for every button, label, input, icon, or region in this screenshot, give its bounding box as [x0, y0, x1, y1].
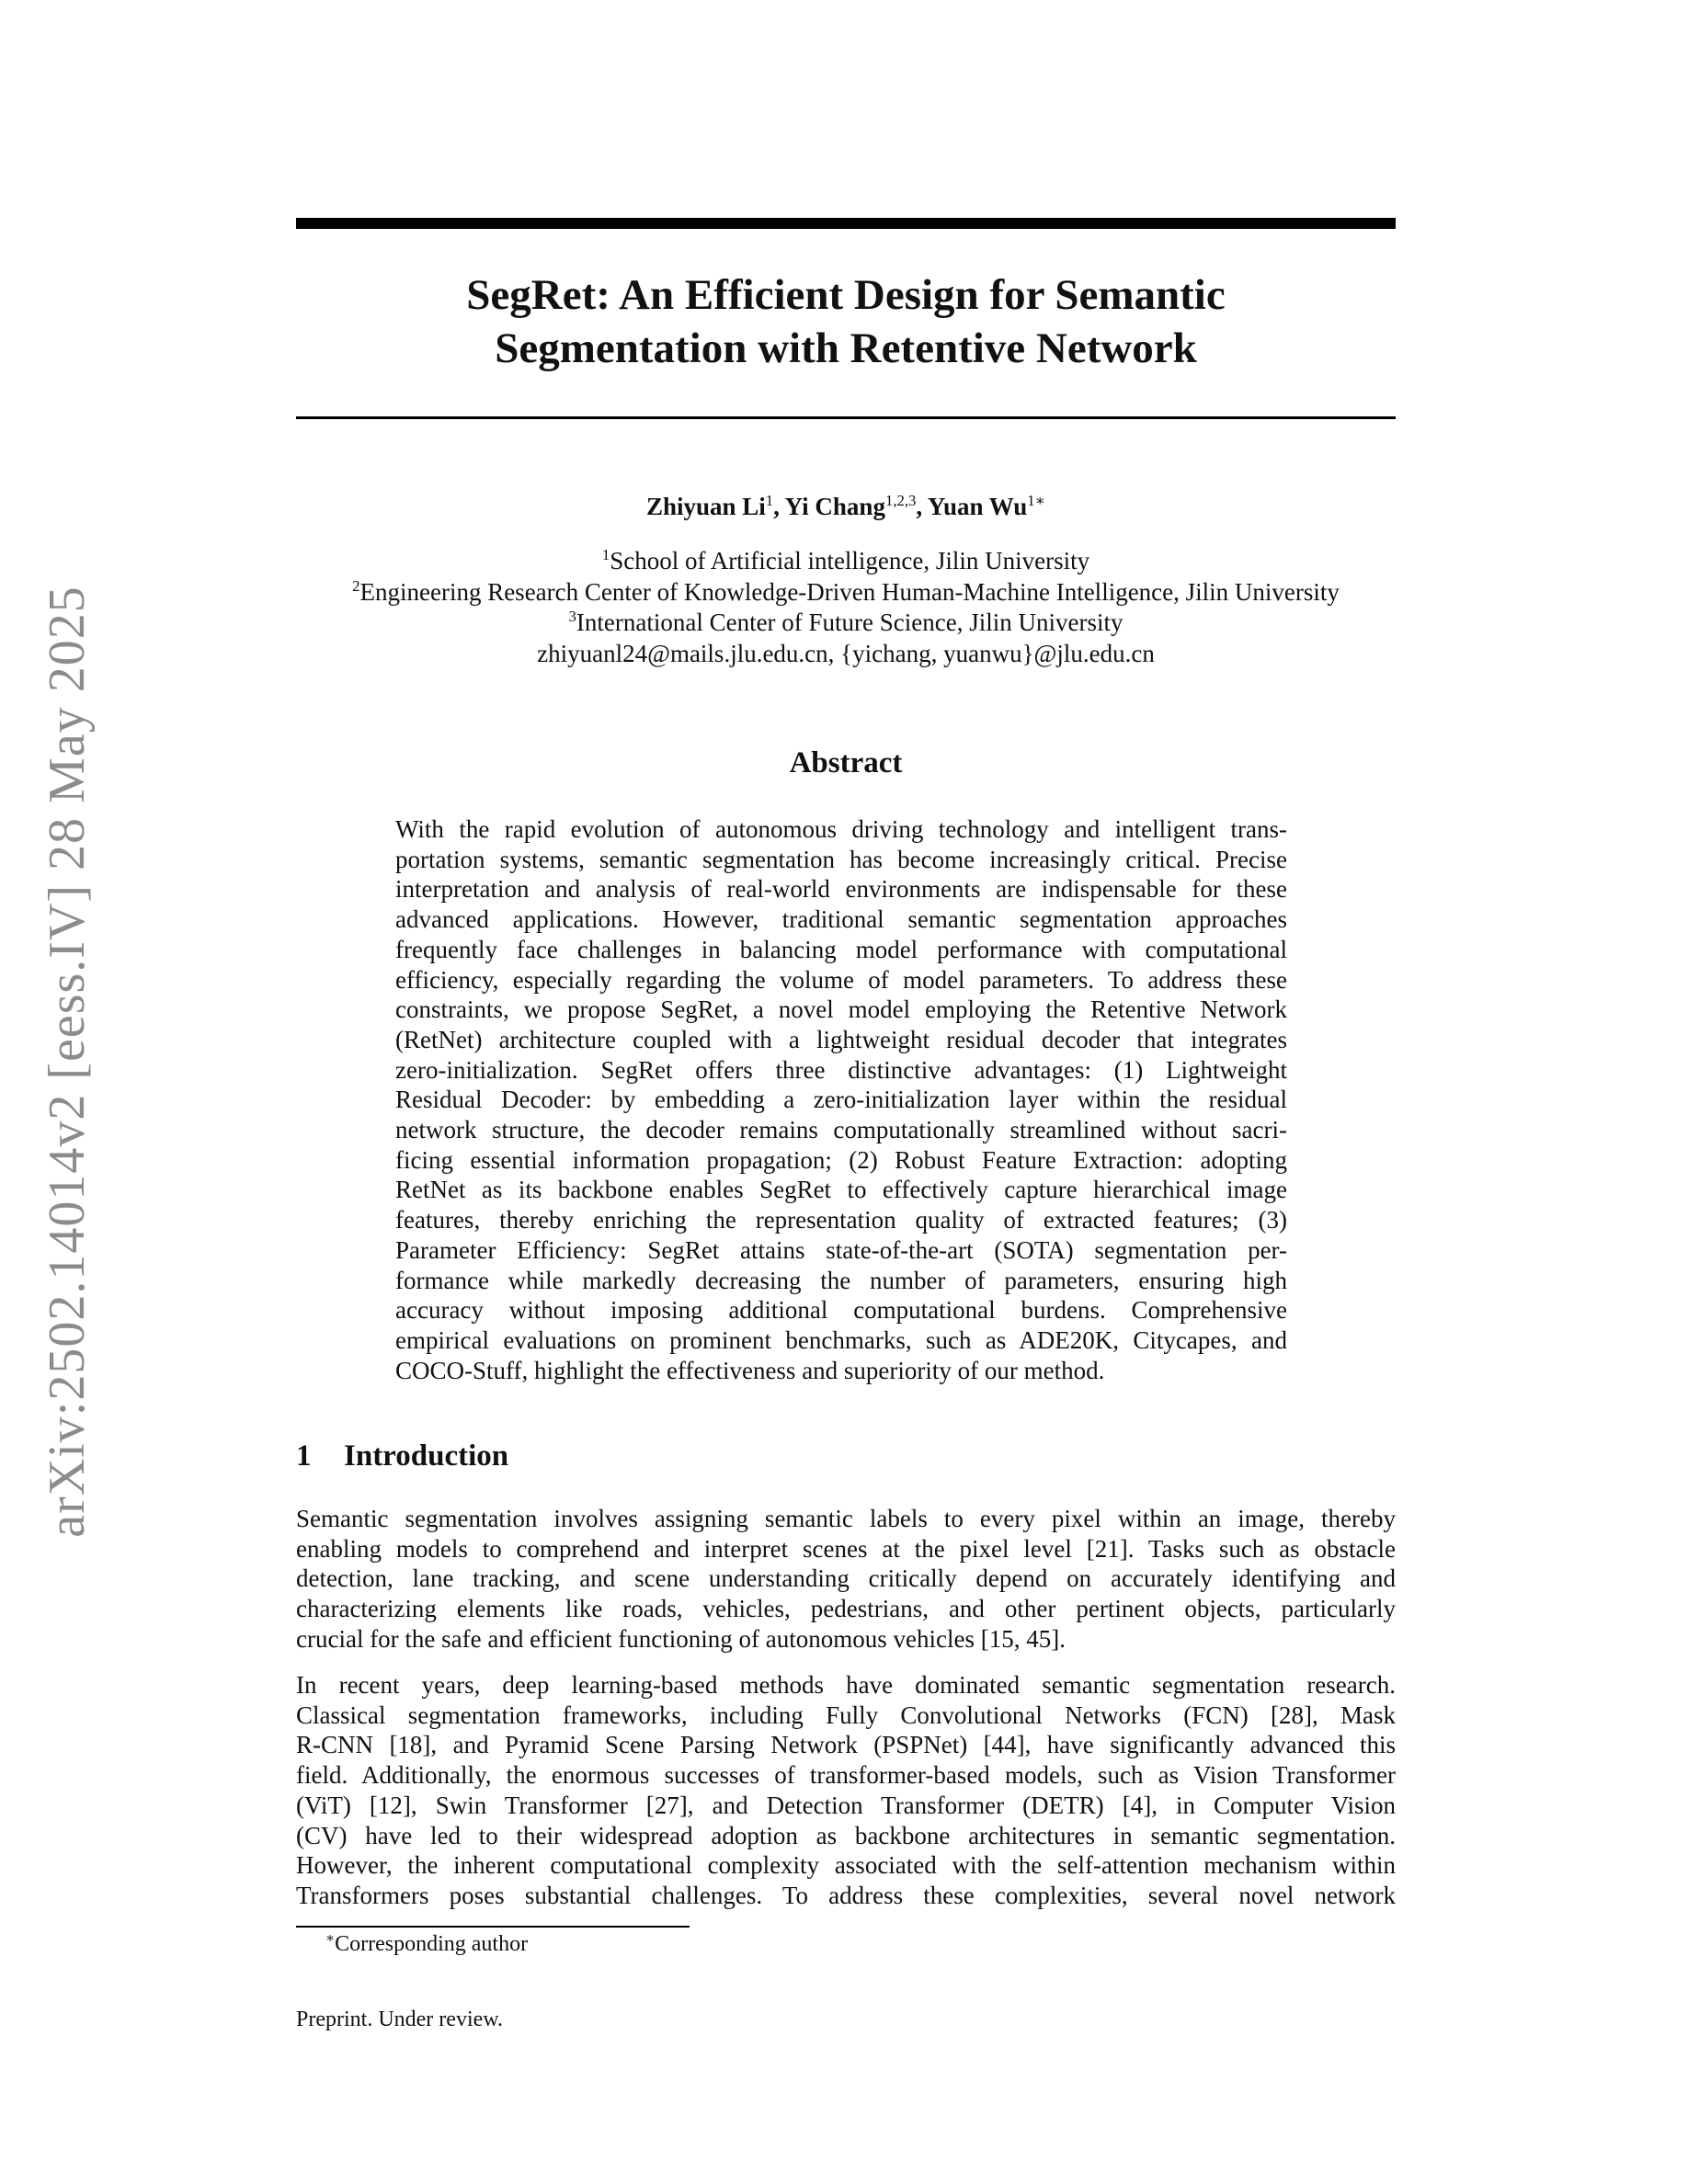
- affiliation-mark: 3: [568, 608, 576, 625]
- abstract-line: (RetNet) architecture coupled with a lightweight residual decoder that integrates: [395, 1025, 1287, 1053]
- body-line: (CV) have led to their widespread adoption as backbone architectures in semantic segmentation.: [296, 1821, 1396, 1849]
- intro-paragraph-2: [296, 1670, 1396, 1911]
- author-list: Zhiyuan Li$^1$, Yi Chang$^{1,2,3}$, Yuan $Wu^{1∗}$: [645, 492, 1046, 520]
- author-affiliation-mark: 1∗: [1027, 492, 1046, 509]
- title-line: SegRet: An Efficient Design for Semantic: [466, 271, 1226, 319]
- arxiv-identifier-stamp: arXiv:2502.14014v2 [eess.IV] 28 May 2025: [39, 586, 96, 1538]
- body-line: enabling models to comprehend and interpret scenes at the pixel level [21]. Tasks such as obstacle: [296, 1534, 1396, 1563]
- author-name: Yuan Wu: [927, 493, 1028, 520]
- author-emails: zhiyuanl24@mails.jlu.edu.cn, {yichang, yuanwu}@jlu.edu.cn: [537, 639, 1155, 667]
- footnote-text: Corresponding author: [335, 1932, 529, 1956]
- abstract-line: zero-initialization. SegRet offers three distinctive advantages: (1) Lightweight: [395, 1055, 1287, 1084]
- section-number: 1: [296, 1439, 312, 1473]
- abstract-line: constraints, we propose SegRet, a novel model employing the Retentive Network: [395, 995, 1287, 1024]
- footnote-rule: [296, 1926, 690, 1928]
- abstract-line: COCO-Stuff, highlight the effectiveness and superiority of our method.: [395, 1356, 1105, 1384]
- body-line: However, the inherent computational complexity associated with the self-attention mechanism within: [296, 1851, 1396, 1880]
- body-line: (ViT) [12], Swin Transformer [27], and Detection Transformer (DETR) [4], in Computer Vision: [296, 1791, 1396, 1819]
- abstract-line: network structure, the decoder remains computationally streamlined without sacri-: [395, 1116, 1287, 1144]
- abstract-line: portation systems, semantic segmentation has become increasingly critical. Precise: [395, 845, 1287, 873]
- abstract-line: accuracy without imposing additional computational burdens. Comprehensive: [395, 1296, 1287, 1325]
- affiliation-mark: 1: [601, 546, 610, 563]
- abstract-line: ficing essential information propagation; (2) Robust Feature Extraction: adopting: [395, 1145, 1287, 1174]
- affiliation-mark: 2: [352, 576, 360, 595]
- author-name: Yi Chang: [784, 493, 885, 520]
- paper-title: [296, 268, 1396, 375]
- section-heading-introduction: [296, 1436, 508, 1476]
- body-line: In recent years, deep learning-based methods have dominated semantic segmentation research.: [296, 1671, 1396, 1699]
- intro-paragraph-1: [296, 1504, 1396, 1655]
- body-line: field. Additionally, the enormous successes of transformer-based models, such as Vision Transformer: [296, 1761, 1396, 1790]
- affiliation-line: [296, 577, 1396, 609]
- footnote-mark: ∗: [325, 1931, 336, 1946]
- title-bottom-rule: [296, 416, 1396, 419]
- abstract-line: advanced applications. However, traditional semantic segmentation approaches: [395, 905, 1287, 934]
- abstract-line: Parameter Efficiency: SegRet attains state-of-the-art (SOTA) segmentation per-: [395, 1235, 1287, 1264]
- body-line: characterizing elements like roads, vehicles, pedestrians, and other pertinent objects, particularly: [296, 1595, 1396, 1623]
- affiliation-text: International Center of Future Science, Jilin University: [576, 609, 1123, 636]
- abstract-line: RetNet as its backbone enables SegRet to effectively capture hierarchical image: [395, 1176, 1287, 1204]
- abstract-line: Residual Decoder: by embedding a zero-initialization layer within the residual: [395, 1086, 1287, 1114]
- author-affiliation-mark: 1,2,3: [884, 492, 917, 509]
- abstract-line: efficiency, especially regarding the volume of model parameters. To address these: [395, 965, 1287, 994]
- affiliations: [296, 546, 1396, 669]
- affiliation-line: [296, 608, 1396, 639]
- author-affiliation-mark: 1: [765, 492, 774, 509]
- preprint-note: Preprint. Under review.: [296, 2008, 504, 2031]
- abstract-line: With the rapid evolution of autonomous driving technology and intelligent trans-: [395, 815, 1287, 843]
- section-title: Introduction: [344, 1439, 509, 1473]
- abstract-line: formance while markedly decreasing the number of parameters, ensuring high: [395, 1266, 1287, 1294]
- footnote: [325, 1930, 528, 1958]
- body-line: Classical segmentation frameworks, including Fully Convolutional Networks (FCN) [28], Mask: [296, 1701, 1396, 1729]
- affiliation-text: School of Artificial intelligence, Jilin University: [610, 547, 1090, 574]
- title-top-rule: [296, 218, 1396, 229]
- abstract-body: [395, 814, 1287, 1385]
- abstract-line: empirical evaluations on prominent benchmarks, such as ADE20K, Citycapes, and: [395, 1325, 1287, 1354]
- body-line: Transformers poses substantial challenges. To address these complexities, several novel network: [296, 1881, 1396, 1909]
- title-line: Segmentation with Retentive Network: [495, 324, 1197, 372]
- affiliation-line: [296, 546, 1396, 577]
- abstract-heading: Abstract: [789, 746, 903, 779]
- body-line: detection, lane tracking, and scene understanding critically depend on accurately identifying and: [296, 1564, 1396, 1593]
- abstract-line: interpretation and analysis of real-world environments are indispensable for these: [395, 875, 1287, 904]
- body-line: crucial for the safe and efficient functioning of autonomous vehicles [15, 45].: [296, 1624, 1066, 1653]
- body-line: R-CNN [18], and Pyramid Scene Parsing Network (PSPNet) [44], have significantly advanced this: [296, 1731, 1396, 1759]
- body-line: Semantic segmentation involves assigning semantic labels to every pixel within an image, thereby: [296, 1505, 1396, 1532]
- affiliation-text: Engineering Research Center of Knowledge-Driven Human-Machine Intelligence, Jilin University: [359, 577, 1340, 606]
- abstract-line: frequently face challenges in balancing model performance with computational: [395, 935, 1287, 963]
- abstract-line: features, thereby enriching the representation quality of extracted features; (3): [395, 1206, 1287, 1234]
- author-name: Zhiyuan Li: [645, 493, 766, 520]
